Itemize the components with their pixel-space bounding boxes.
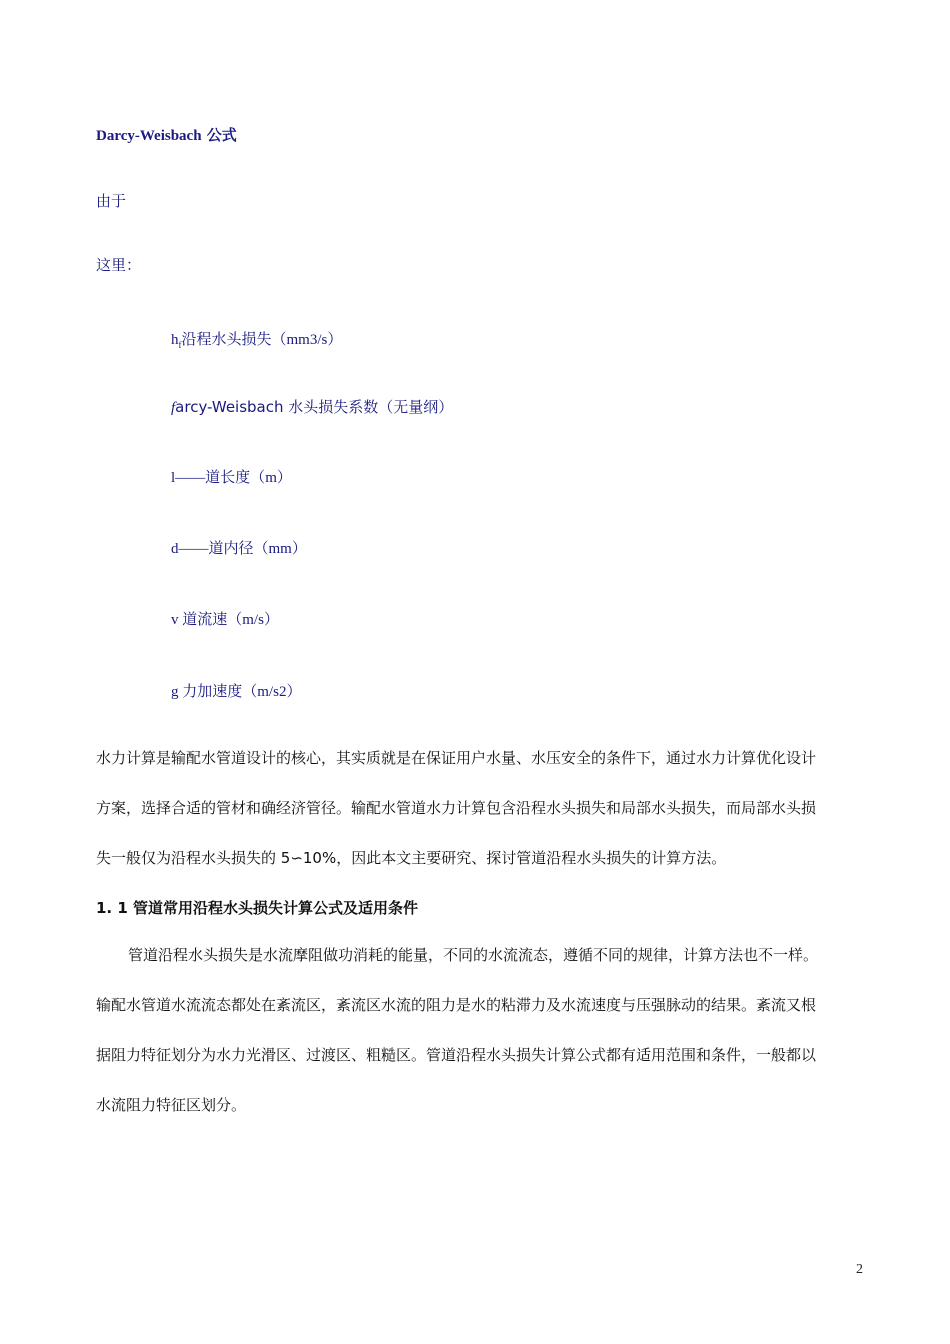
definition-l — [171, 466, 292, 487]
definition-close: ） — [327, 330, 343, 348]
definition-unit: mm — [268, 541, 292, 557]
section-heading: 1. 1 管道常用沿程水头损失计算公式及适用条件 — [96, 899, 419, 917]
definition-v — [171, 608, 279, 629]
definition-symbol: f — [171, 400, 176, 416]
definition-text: 力加速度（ — [182, 682, 258, 700]
definition-hf — [171, 328, 342, 350]
paragraph-line: 管道沿程水头损失是水流摩阻做功消耗的能量，不同的水流流态，遵循不同的规律，计算方法也不一样。 — [128, 946, 819, 964]
definition-text: 道流速（ — [182, 610, 243, 628]
paragraph-line: 水流阻力特征区划分。 — [96, 1096, 247, 1114]
definition-unit: m/s2 — [257, 684, 287, 700]
definition-unit: mm3/s — [286, 332, 328, 348]
definition-symbol: g — [171, 684, 183, 700]
definition-symbol: l—— — [171, 470, 206, 486]
definition-close: ） — [291, 539, 307, 557]
head-loss-paragraph — [96, 930, 866, 1130]
definition-text: 道长度（ — [205, 468, 266, 486]
page-number: 2 — [856, 1262, 863, 1277]
definition-close: ） — [276, 468, 292, 486]
definition-unit: m/s — [242, 612, 264, 628]
definition-text: arcy-Weisbach 水头损失系数（无量纲） — [175, 398, 454, 416]
definition-close: ） — [263, 610, 279, 628]
definition-symbol: h — [171, 332, 179, 348]
paragraph-line: 方案，选择合适的管材和确经济管径。输配水管道水力计算包含沿程水头损失和局部水头损失，而局部水头损 — [96, 799, 817, 817]
formula-heading — [96, 124, 237, 145]
definition-text: 沿程水头损失（ — [181, 330, 287, 348]
formula-heading-latin: Darcy-Weisbach — [96, 128, 202, 144]
paragraph-line: 水力计算是输配水管道设计的核心，其实质就是在保证用户水量、水压安全的条件下，通过水力计算优化设计 — [96, 749, 817, 767]
paragraph-line: 据阻力特征划分为水力光滑区、过渡区、粗糙区。管道沿程水头损失计算公式都有适用范围和条件，一般都以 — [96, 1046, 817, 1064]
hydraulic-calculation-paragraph — [96, 733, 866, 883]
lead-text-since: 由于 — [96, 192, 127, 210]
definition-g — [171, 680, 301, 701]
lead-text-where: 这里： — [96, 256, 142, 274]
definition-f — [171, 396, 453, 417]
paragraph-line: 失一般仅为沿程水头损失的 5∽10%，因此本文主要研究、探讨管道沿程水头损失的计算方法。 — [96, 849, 727, 867]
paragraph-line: 输配水管道水流流态都处在紊流区，紊流区水流的阻力是水的粘滞力及水流速度与压强脉动的结果。紊流又根 — [96, 996, 817, 1014]
definition-subscript: f — [178, 340, 182, 350]
formula-heading-cjk: 公式 — [206, 126, 237, 144]
definition-close: ） — [286, 682, 302, 700]
definition-d — [171, 537, 307, 558]
definition-unit: m — [265, 470, 277, 486]
definition-symbol: v — [171, 612, 183, 628]
definition-text: 道内径（ — [208, 539, 269, 557]
definition-symbol: d—— — [171, 541, 209, 557]
